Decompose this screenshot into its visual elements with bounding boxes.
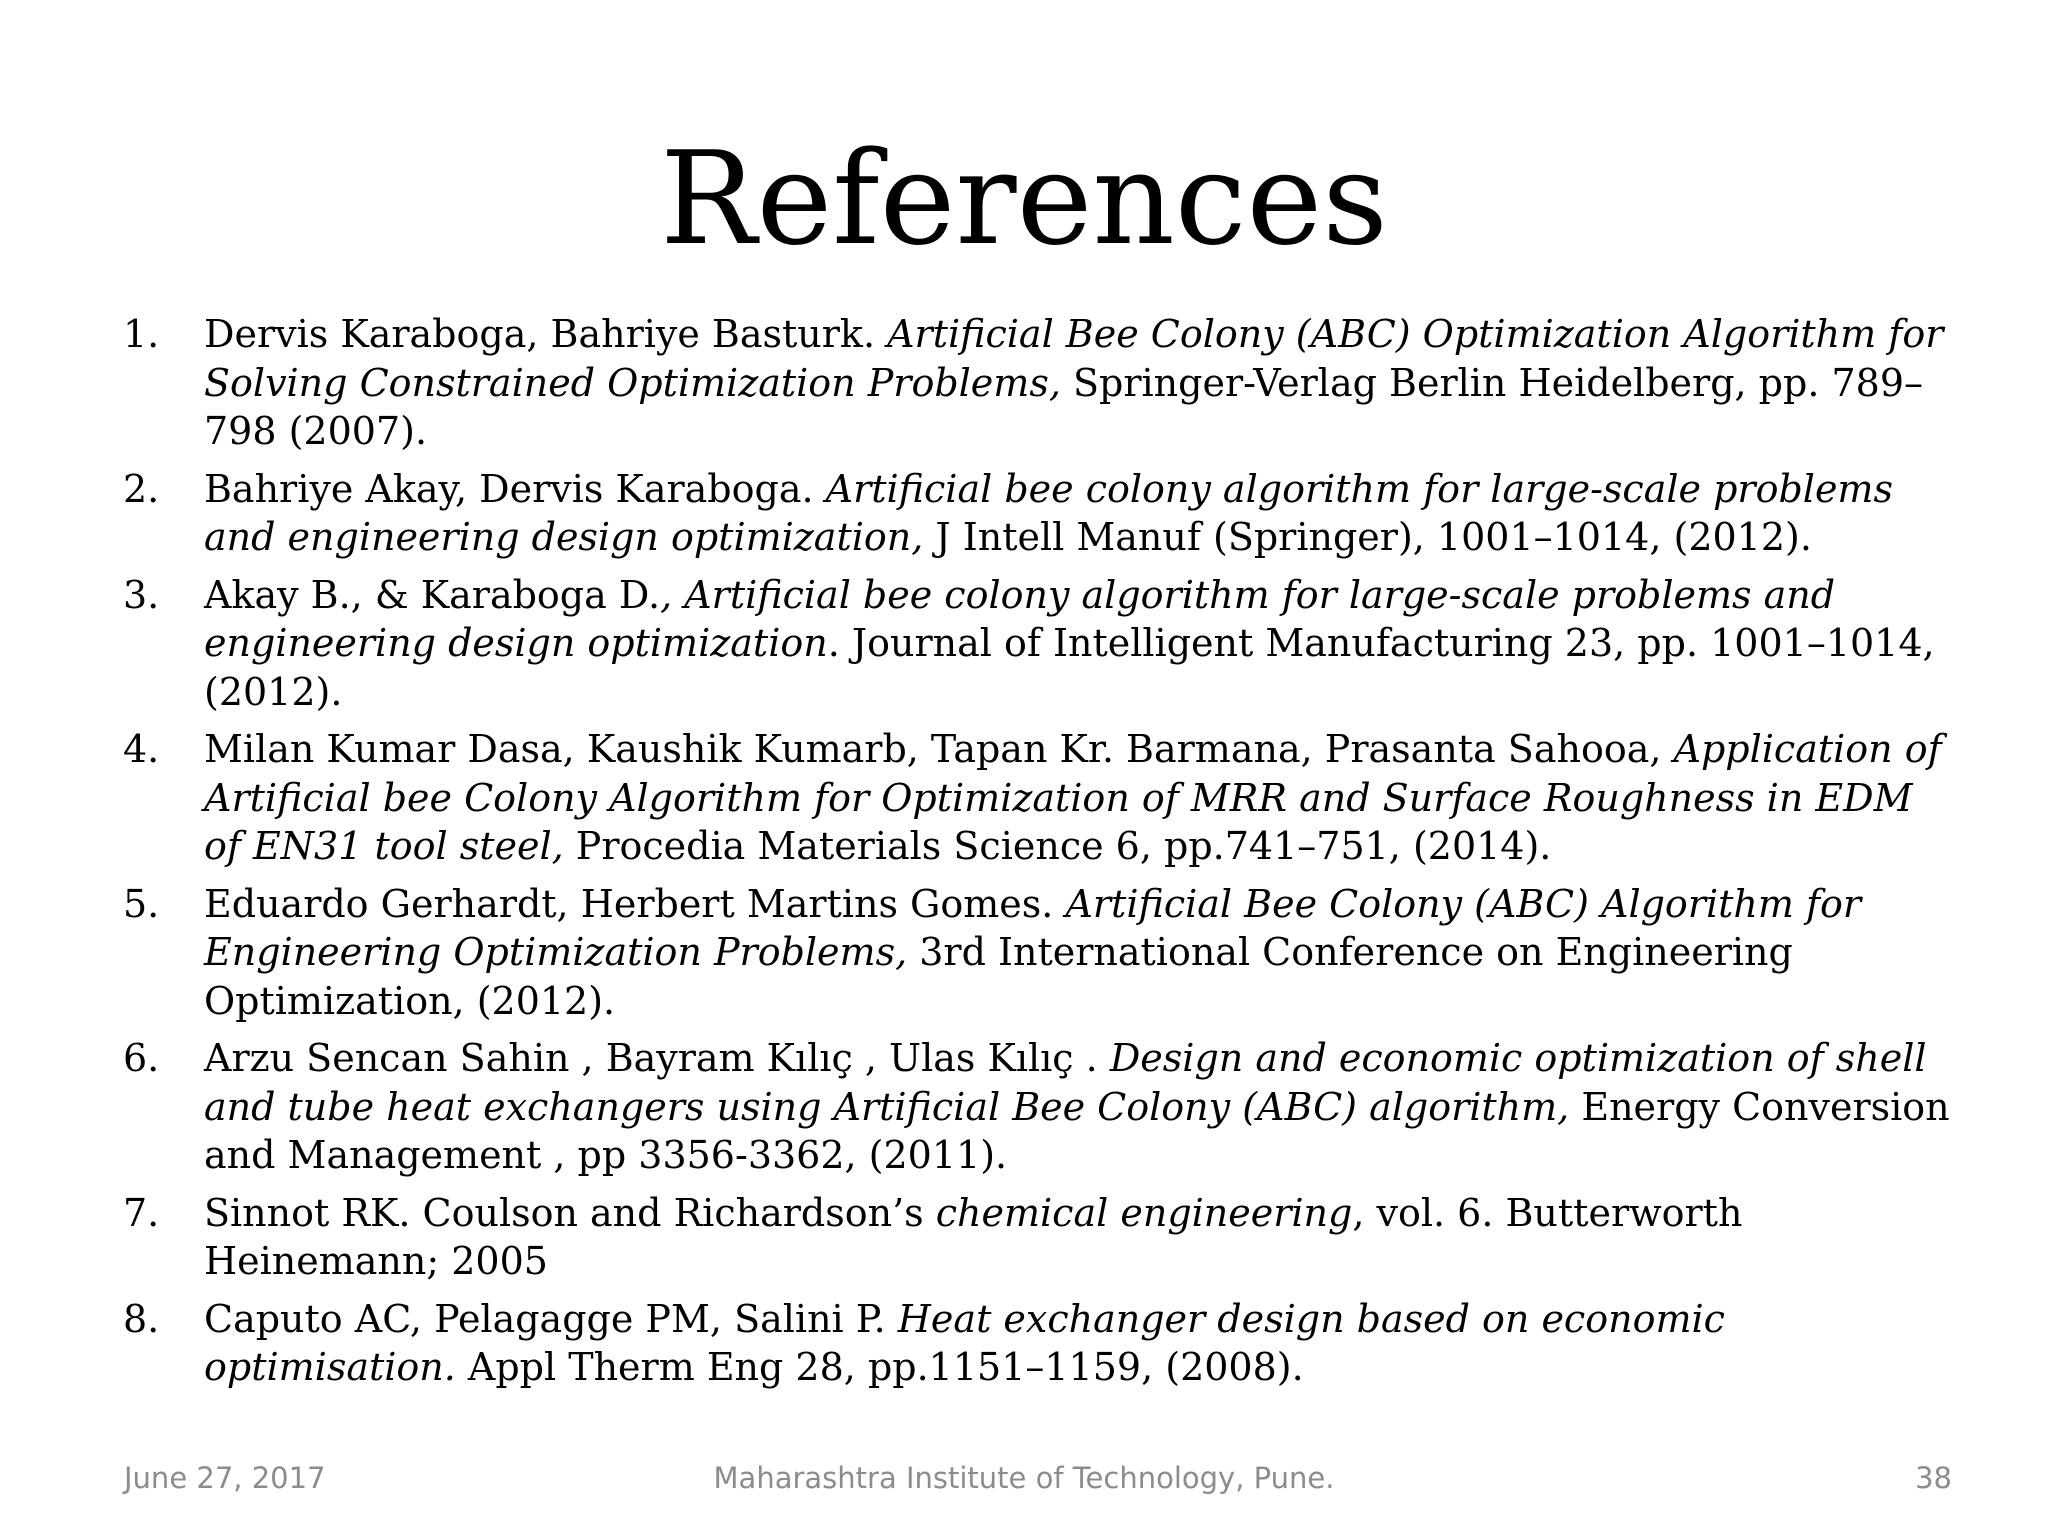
slide-title: References [660,125,1388,274]
footer-date: June 27, 2017 [124,1461,326,1495]
reference-title: Design and economic optimization of shell and tube heat exchangers using Artificial Bee Colony (ABC) algorithm, [204,1036,1927,1129]
reference-source: , vol. 6. Butterworth Heinemann; 2005 [204,1190,1743,1283]
reference-item-6 [120,1034,1950,1180]
reference-authors: Caputo AC, Pelagagge PM, Salini P. [204,1296,898,1341]
reference-item-5 [120,880,1950,1026]
reference-item-8 [120,1295,1950,1392]
reference-authors: Dervis Karaboga, Bahriye Basturk. [204,312,888,356]
reference-title: chemical engineering [935,1190,1353,1235]
reference-source: J Intell Manuf (Springer), 1001–1014, (2012). [923,515,1812,559]
reference-number: 8. [123,1296,160,1341]
reference-source: Springer-Verlag Berlin Heidelberg, pp. 789–798 (2007). [204,360,1924,453]
reference-number: 1. [123,312,160,356]
reference-item-1 [120,310,1950,456]
reference-title: , Artificial bee colony algorithm for large-scale problems and engineering design optimization [204,572,1836,665]
reference-number: 2. [123,466,160,511]
reference-authors: Eduardo Gerhardt, Herbert Martins Gomes. [204,881,1066,926]
reference-number: 4. [123,727,160,771]
reference-number: 6. [123,1036,160,1080]
reference-title: Artificial Bee Colony (ABC) Algorithm for Engineering Optimization Problems, [204,881,1862,974]
reference-title: Artificial bee colony algorithm for large-scale problems and engineering design optimization, [204,466,1893,559]
reference-title: Application of Artificial bee Colony Algorithm for Optimization of MRR and Surface Roughness in EDM of EN31 tool steel, [204,727,1942,868]
reference-number: 7. [123,1190,160,1235]
reference-list [120,310,1950,1401]
footer-institution: Maharashtra Institute of Technology, Pune. [713,1461,1335,1495]
reference-source: 3rd International Conference on Engineering Optimization, (2012). [204,930,1793,1023]
reference-authors: Bahriye Akay, Dervis Karaboga. [204,466,826,511]
reference-authors: Arzu Sencan Sahin , Bayram Kılıç , Ulas Kılıç . [204,1036,1110,1080]
reference-title: Heat exchanger design based on economic optimisation. [204,1296,1725,1389]
reference-item-3 [120,571,1950,717]
reference-source: Appl Therm Eng 28, pp.1151–1159, (2008). [455,1345,1304,1389]
reference-authors: Akay B., & Karaboga D. [204,572,661,617]
reference-item-7 [120,1189,1950,1286]
reference-item-4 [120,725,1950,871]
reference-source: Energy Conversion and Management , pp 3356-3362, (2011). [204,1084,1950,1177]
reference-number: 3. [123,572,160,617]
reference-number: 5. [123,881,160,926]
reference-authors: Sinnot RK. Coulson and Richardson’s [204,1190,936,1235]
reference-authors: Milan Kumar Dasa, Kaushik Kumarb, Tapan Kr. Barmana, Prasanta Sahooa, [204,727,1674,771]
reference-source: . Journal of Intelligent Manufacturing 23, pp. 1001–1014, (2012). [204,621,1935,714]
reference-title: Artificial Bee Colony (ABC) Optimization Algorithm for Solving Constrained Optimization Problems, [204,312,1944,405]
reference-item-2 [120,465,1950,562]
reference-source: Procedia Materials Science 6, pp.741–751, (2014). [563,824,1552,868]
page-number: 38 [1915,1461,1952,1495]
